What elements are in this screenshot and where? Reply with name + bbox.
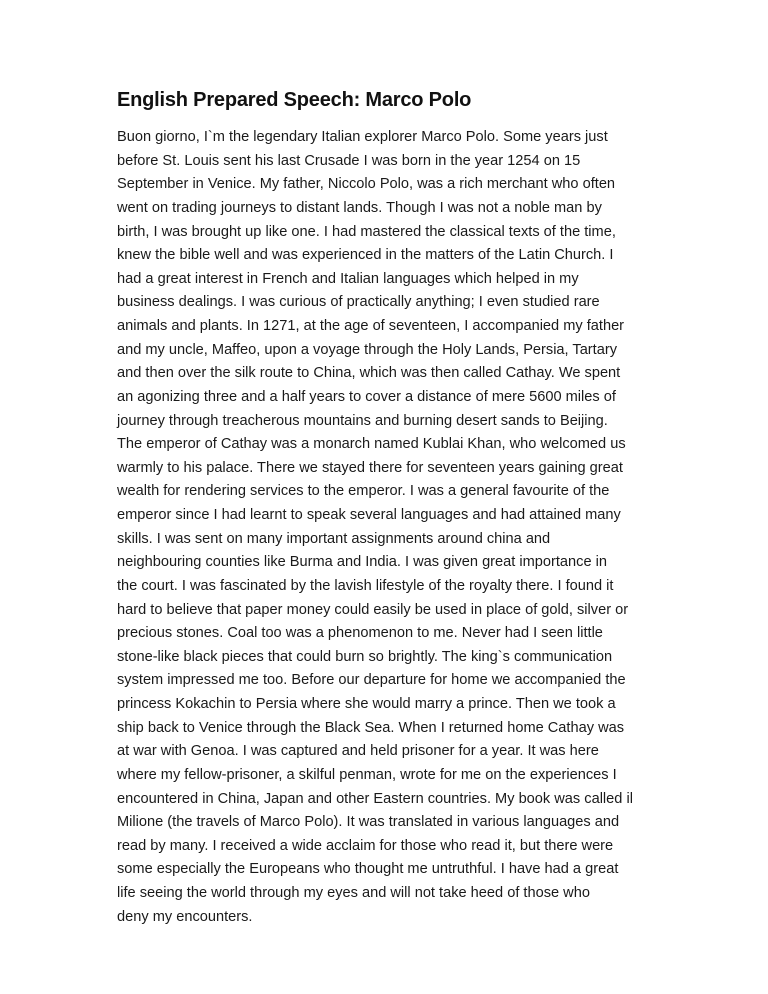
text-line: knew the bible well and was experienced in the matters of the Latin Church. I [117,247,614,264]
text-line: at war with Genoa. I was captured and held prisoner for a year. It was here [117,743,599,760]
text-line: business dealings. I was curious of practically anything; I even studied rare [117,294,600,311]
text-line: stone-like black pieces that could burn so brightly. The king`s communication [117,648,613,665]
text-line: hard to believe that paper money could easily be used in place of gold, silver or [117,601,629,618]
document-title: English Prepared Speech: Marco Polo [117,89,472,111]
text-line: Milione (the travels of Marco Polo). It was translated in various languages and [117,814,620,831]
text-line: ship back to Venice through the Black Sea. When I returned home Cathay was [117,719,625,736]
text-line: Buon giorno, I`m the legendary Italian explorer Marco Polo. Some years just [117,129,608,145]
speech-body [117,126,657,929]
text-line: September in Venice. My father, Niccolo Polo, was a rich merchant who often [117,176,616,193]
text-line: where my fellow-prisoner, a skilful penman, wrote for me on the experiences I [117,766,617,783]
text-line: the court. I was fascinated by the lavish lifestyle of the royalty there. I found it [117,577,614,594]
text-line: life seeing the world through my eyes and will not take heed of those who [117,885,590,901]
text-line: journey through treacherous mountains and burning desert sands to Beijing. [117,412,608,429]
text-line: read by many. I received a wide acclaim for those who read it, but there were [117,837,614,854]
text-line: deny my encounters. [117,908,253,925]
text-line: and my uncle, Maffeo, upon a voyage through the Holy Lands, Persia, Tartary [117,341,617,358]
text-line: an agonizing three and a half years to cover a distance of mere 5600 miles of [117,388,616,405]
text-line: went on trading journeys to distant lands. Though I was not a noble man by [117,199,602,216]
text-line: system impressed me too. Before our departure for home we accompanied the [117,672,626,689]
text-line: neighbouring counties like Burma and India. I was given great importance in [117,554,607,571]
text-line: had a great interest in French and Italian languages which helped in my [117,270,579,287]
text-line: princess Kokachin to Persia where she would marry a prince. Then we took a [117,696,616,712]
text-line: before St. Louis sent his last Crusade I was born in the year 1254 on 15 [117,152,581,169]
text-line: emperor since I had learnt to speak several languages and had attained many [117,507,621,523]
text-line: animals and plants. In 1271, at the age of seventeen, I accompanied my father [117,318,625,334]
text-line: skills. I was sent on many important assignments around china and [117,530,551,547]
text-line: encountered in China, Japan and other Eastern countries. My book was called il [117,790,633,807]
text-line: wealth for rendering services to the emperor. I was a general favourite of the [117,483,610,500]
text-line: The emperor of Cathay was a monarch named Kublai Khan, who welcomed us [117,436,626,453]
text-line: and then over the silk route to China, which was then called Cathay. We spent [117,365,621,382]
text-line: warmly to his palace. There we stayed there for seventeen years gaining great [117,459,623,476]
text-line: precious stones. Coal too was a phenomenon to me. Never had I seen little [117,625,603,642]
text-line: birth, I was brought up like one. I had mastered the classical texts of the time, [117,223,616,240]
text-line: some especially the Europeans who thought me untruthful. I have had a great [117,861,619,878]
